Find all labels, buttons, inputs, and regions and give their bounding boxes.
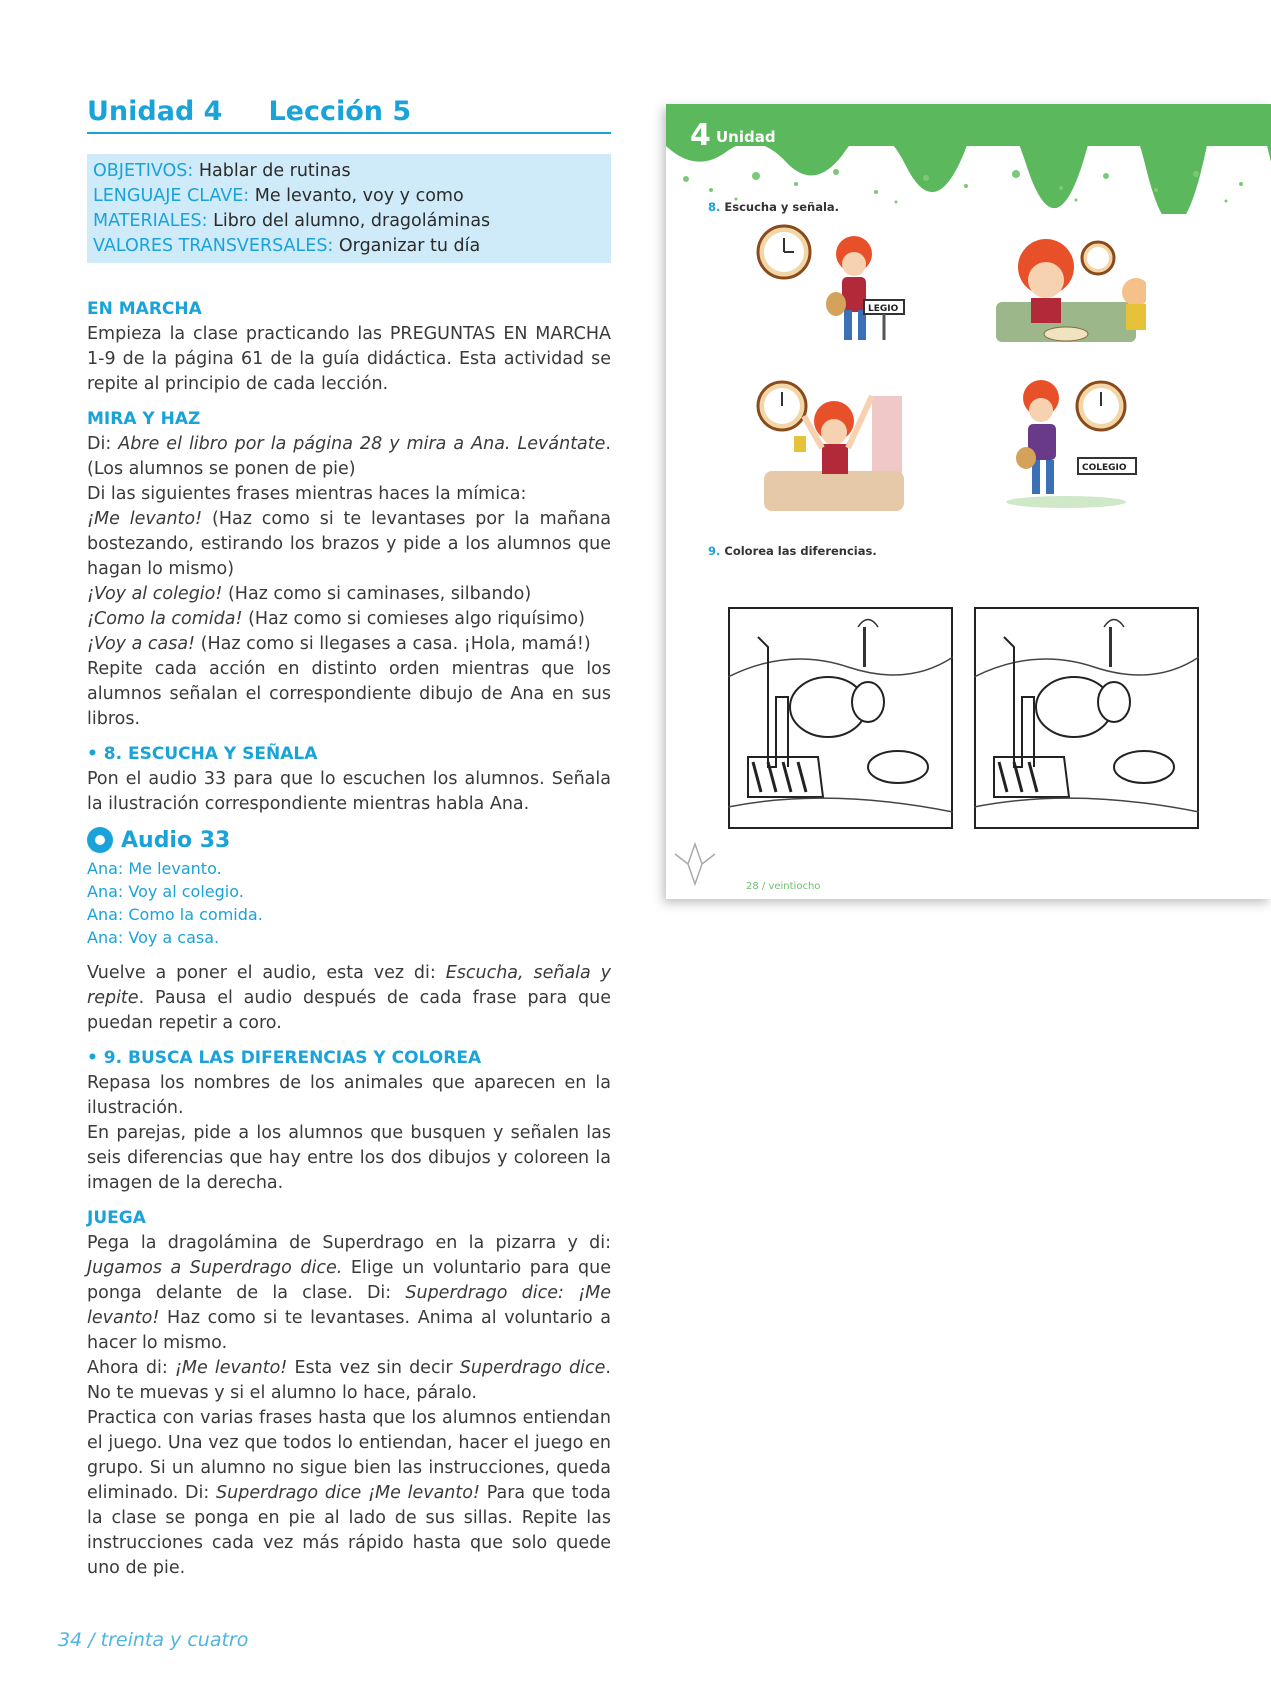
text-run: Vuelve a poner el audio, esta vez di: [87, 963, 446, 984]
lesson-title: Lección 5 [268, 96, 412, 127]
audio-title: Audio 33 [121, 827, 231, 853]
objective-row [93, 159, 605, 184]
text-run: Ahora di: [87, 1358, 175, 1379]
unit-title: Unidad 4 [87, 96, 223, 127]
italic-run: Superdrago dice ¡Me levanto! [216, 1483, 480, 1504]
objective-row [93, 234, 605, 259]
section-title-en-marcha: EN MARCHA [87, 299, 202, 320]
section-title-mira-y-haz: MIRA Y HAZ [87, 409, 201, 430]
text-run: (Haz como si te levantases por la mañana bostezando, estirando los brazos y pide a los alumnos que hagan lo mismo) [87, 509, 612, 580]
audio-line: Ana: Voy al colegio. [87, 882, 244, 902]
section-title-diferencias: • 9. BUSCA LAS DIFERENCIAS Y COLOREA [87, 1048, 482, 1069]
sign-label: LEGIO [868, 304, 899, 314]
mira-y-haz-line: Repite cada acción en distinto orden mientras que los alumnos señalan el correspondiente dibujo de Ana en sus libros. [87, 659, 611, 730]
italic-run: ¡Me levanto! [174, 1358, 288, 1379]
text-run: . No te muevas y si el alumno lo hace, páralo. [87, 1358, 611, 1404]
section-title-escucha: • 8. ESCUCHA Y SEÑALA [87, 744, 318, 765]
exercise-8-title [708, 200, 839, 214]
text-run: (Haz como si comieses algo riquísimo) [242, 609, 585, 630]
text-run: Practica con varias frases hasta que los alumnos entiendan el juego. Una vez que todos lo entiendan, hacer el juego en grupo. Si un alumno no sigue bien las instrucciones, queda eliminado. Di: [87, 1408, 611, 1504]
objective-value: Hablar de rutinas [198, 161, 351, 182]
green-splatter-banner [666, 104, 1271, 214]
objectives-box [87, 154, 611, 263]
book-unit-word: Unidad [716, 128, 776, 146]
italic-run: Superdrago dice [459, 1358, 606, 1379]
objective-label: OBJETIVOS: [93, 161, 194, 182]
exercise-number: 8. [708, 200, 721, 214]
objective-value: Organizar tu día [338, 236, 481, 257]
text-run: Elige un voluntario para que ponga delante de la clase. Di: [87, 1258, 612, 1304]
illustration-voy-a-casa [986, 376, 1146, 516]
diferencias-text: En parejas, pide a los alumnos que busquen y señalen las seis diferencias que hay entre los dos dibujos y coloreen la imagen de la derecha. [87, 1123, 611, 1194]
mira-y-haz-line [87, 632, 611, 657]
exercise-text: Colorea las diferencias. [724, 544, 877, 558]
dragon-mascot-icon [670, 834, 720, 894]
book-unit-number: 4 [690, 118, 711, 153]
italic-run: Superdrago dice: ¡Me levanto! [87, 1283, 611, 1329]
vuelve-text [87, 961, 611, 1036]
italic-run: Jugamos a Superdrago dice. [87, 1258, 343, 1279]
audio-line: Ana: Como la comida. [87, 905, 263, 925]
italic-run: ¡Me levanto! [87, 509, 203, 530]
text-run: Para que toda la clase se ponga en pie al lado de sus sillas. Repite las instrucciones cada vez más rápido hasta que solo quede uno de pie. [87, 1483, 611, 1579]
italic-run: ¡Voy al colegio! [87, 584, 223, 605]
lesson-guide-column [87, 96, 611, 1581]
text-run: Esta vez sin decir [287, 1358, 460, 1379]
text-run: Di: [87, 434, 119, 455]
section-title-juega: JUEGA [87, 1208, 146, 1229]
objective-row [93, 209, 605, 234]
illustration-como-la-comida [986, 222, 1146, 367]
juega-text [87, 1406, 611, 1581]
objective-label: MATERIALES: [93, 211, 208, 232]
diferencias-text: Repasa los nombres de los animales que aparecen en la ilustración. [87, 1073, 611, 1119]
juega-text [87, 1231, 611, 1356]
book-page-footer: 28 / veintiocho [746, 881, 821, 892]
text-run: (Haz como si caminases, silbando) [222, 584, 532, 605]
difference-picture-right [974, 607, 1199, 829]
objective-row [93, 184, 605, 209]
exercise-9-title [708, 544, 877, 558]
audio-heading [87, 825, 611, 855]
escucha-text: Pon el audio 33 para que lo escuchen los alumnos. Señala la ilustración correspondiente mientras habla Ana. [87, 769, 611, 815]
audio-line: Ana: Me levanto. [87, 859, 222, 879]
text-run: (Haz como si llegases a casa. ¡Hola, mamá!) [195, 634, 591, 655]
audio-transcript [87, 857, 611, 949]
en-marcha-text: Empieza la clase practicando las PREGUNTAS EN MARCHA 1-9 de la página 61 de la guía didáctica. Esta actividad se repite al principio de cada lección. [87, 324, 611, 395]
unit-lesson-header [87, 96, 611, 134]
illustration-me-levanto [754, 376, 914, 516]
sign-label: COLEGIO [1082, 463, 1127, 473]
text-run: . Pausa el audio después de cada frase para que puedan repetir a coro. [87, 988, 611, 1034]
objective-value: Me levanto, voy y como [254, 186, 464, 207]
italic-run: Escucha, señala y repite [87, 963, 611, 1009]
exercise-text: Escucha y señala. [724, 200, 840, 214]
text-run: Haz como si te levantases. Anima al voluntario a hacer lo mismo. [87, 1308, 611, 1354]
mira-y-haz-paragraph [87, 432, 611, 482]
illustration-voy-al-colegio [754, 222, 914, 367]
text-run: . (Los alumnos se ponen de pie) [87, 434, 611, 480]
page-footer: 34 / treinta y cuatro [58, 1629, 249, 1651]
objective-value: Libro del alumno, dragoláminas [213, 211, 491, 232]
objective-label: LENGUAJE CLAVE: [93, 186, 250, 207]
mira-y-haz-line [87, 582, 611, 607]
exercise-number: 9. [708, 544, 721, 558]
audio-line: Ana: Voy a casa. [87, 928, 220, 948]
italic-run: Abre el libro por la página 28 y mira a Ana. Levántate [118, 434, 606, 455]
text-run: Pega la dragolámina de Superdrago en la pizarra y di: [87, 1233, 611, 1254]
juega-text [87, 1356, 611, 1406]
mira-y-haz-line [87, 607, 611, 632]
mira-y-haz-line: Di las siguientes frases mientras haces la mímica: [87, 484, 527, 505]
italic-run: ¡Voy a casa! [87, 634, 196, 655]
italic-run: ¡Como la comida! [87, 609, 243, 630]
objective-label: VALORES TRANSVERSALES: [93, 236, 334, 257]
mira-y-haz-line [87, 507, 611, 582]
student-book-page [666, 104, 1271, 899]
audio-icon [87, 827, 113, 853]
difference-picture-left [728, 607, 953, 829]
